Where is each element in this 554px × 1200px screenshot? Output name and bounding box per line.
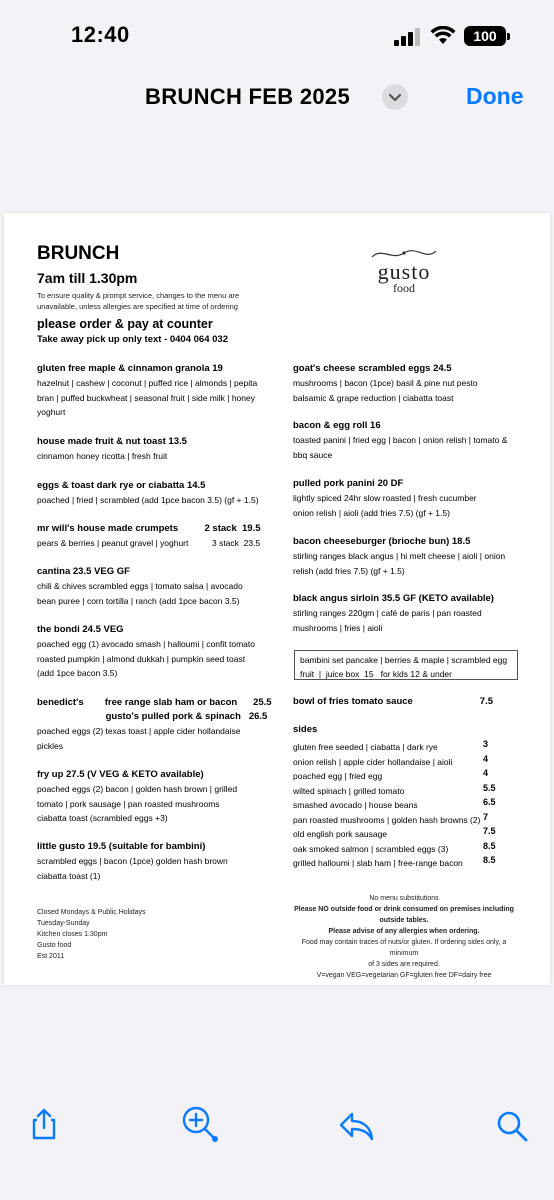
item-line: gusto's pulled pork & spinach 26.5 <box>37 711 268 722</box>
item-title: eggs & toast dark rye or ciabatta 14.5 <box>37 480 206 491</box>
item-line: balsamic & grape reduction | ciabatta toast <box>293 392 454 403</box>
menu-item <box>293 362 518 405</box>
side-row <box>293 839 518 854</box>
item-line: hazelnut | cashew | coconut | puffed rice | almonds | pepita <box>37 378 258 388</box>
side-name: pan roasted mushrooms | golden hash browns (2) <box>293 814 481 825</box>
item-title: the bondi 24.5 VEG <box>37 624 124 635</box>
sides-rows <box>293 737 518 868</box>
footer-line: Tuesday-Sunday <box>37 920 90 927</box>
footer-line: Est 2011 <box>37 953 65 960</box>
item-line: scrambled eggs | bacon (1pce) golden hash brown <box>37 856 228 866</box>
document-title[interactable]: BRUNCH FEB 2025 <box>145 84 350 109</box>
menu-item <box>37 623 267 681</box>
side-name: old english pork sausage <box>293 829 388 839</box>
item-title: fry up 27.5 (V VEG & KETO available) <box>37 769 204 780</box>
sides-list <box>293 723 518 868</box>
logo-subtext: food <box>393 281 415 295</box>
side-price: 6.5 <box>483 797 496 807</box>
item-line: roasted pumpkin | almond dukkah | pumpkin seed toast <box>37 653 246 664</box>
bambini-line: fruit | juice box 15 for kids 12 & under <box>300 669 452 679</box>
item-line: lightly spiced 24hr slow roasted | fresh cucumber <box>293 493 477 503</box>
item-line: toasted panini | fried egg | bacon | onion relish | tomato & <box>293 435 508 445</box>
notice-line: To ensure quality & prompt service, changes to the menu are <box>37 291 240 300</box>
item-title: bacon & egg roll 16 <box>293 420 381 431</box>
item-line: bean puree | corn tortilla | ranch (add 1pce bacon 3.5) <box>37 595 240 606</box>
logo-text: gusto <box>377 259 431 284</box>
menu-item <box>37 362 267 420</box>
side-row <box>293 781 518 796</box>
logo-flourish-icon <box>368 247 440 261</box>
side-row <box>293 824 518 839</box>
item-line: ciabatta toast (1) <box>37 870 101 881</box>
item-line: bran | puffed buckwheat | seasonal fruit | side milk | honey <box>37 392 255 403</box>
item-line: yoghurt <box>37 407 66 417</box>
done-button[interactable]: Done <box>466 83 524 109</box>
takeaway-note: Take away pick up only text - 0404 064 032 <box>37 334 228 345</box>
item-title: gluten free maple & cinnamon granola 19 <box>37 363 223 374</box>
item-price: 7.5 <box>479 696 493 707</box>
item-line: stirling ranges 220gm | café de paris | pan roasted <box>293 608 482 618</box>
side-name: gluten free seeded | ciabatta | dark rye <box>293 742 438 752</box>
side-name: smashed avocado | house beans <box>293 800 418 810</box>
share-icon[interactable] <box>26 1106 62 1142</box>
menu-item <box>37 840 267 883</box>
item-title: benedict's free range slab ham or bacon 25.5 <box>37 697 272 708</box>
side-price: 4 <box>483 768 489 778</box>
note-line: Please NO outside food or drink consumed on premises including <box>294 906 514 913</box>
fries-item <box>293 695 518 709</box>
status-time: 12:40 <box>71 22 130 47</box>
markup-icon[interactable] <box>180 1104 220 1144</box>
side-name: grilled halloumi | slab ham | free-range bacon <box>293 858 463 868</box>
item-title: cantina 23.5 VEG GF <box>37 566 130 577</box>
menu-notice <box>37 290 239 312</box>
menu-heading: BRUNCH <box>37 243 120 264</box>
footer-line: Kitchen closes 1.30pm <box>37 931 108 938</box>
item-line: pears & berries | peanut gravel | yoghurt 3 stack 23.5 <box>37 538 261 548</box>
bambini-line: bambini set pancake | berries & maple | scrambled egg <box>300 655 508 665</box>
side-price: 8.5 <box>483 840 496 851</box>
side-row <box>293 853 518 868</box>
menu-item <box>293 419 518 462</box>
menu-item <box>37 696 272 753</box>
side-name: wilted spinach | grilled tomato <box>293 785 405 796</box>
side-row <box>293 737 518 752</box>
side-price: 7 <box>483 811 489 822</box>
note-line: of 3 sides are required. <box>368 961 440 968</box>
side-price: 3 <box>483 739 489 749</box>
side-price: 8.5 <box>483 855 496 865</box>
item-line: ciabatta toast (scrambled eggs +3) <box>37 813 168 823</box>
sides-title: sides <box>293 724 318 735</box>
item-line: poached eggs (2) bacon | golden hash brown | grilled <box>37 784 238 794</box>
side-name: poached egg | fried egg <box>293 771 383 781</box>
item-line: relish (add fries 7.5) (gf + 1.5) <box>293 565 405 576</box>
menu-item <box>293 592 518 635</box>
side-name: onion relish | apple cider hollandaise | aioli <box>293 756 453 767</box>
item-title: bowl of fries tomato sauce <box>293 696 413 707</box>
footer-line: Gusto food <box>37 942 72 949</box>
side-name: oak smoked salmon | scrambled eggs (3) <box>293 843 449 854</box>
menu-item <box>37 435 267 464</box>
title-bar <box>0 80 554 116</box>
wifi-icon <box>430 26 456 46</box>
menu-item <box>37 522 267 551</box>
search-icon[interactable] <box>495 1109 531 1145</box>
item-title: pulled pork panini 20 DF <box>293 478 404 489</box>
gusto-logo <box>364 247 444 307</box>
opening-hours-footer <box>37 907 146 962</box>
menu-notes <box>289 893 519 981</box>
side-row <box>293 810 518 825</box>
order-note: please order & pay at counter <box>37 317 213 331</box>
battery-indicator: 100 <box>464 26 506 46</box>
menu-hours: 7am till 1.30pm <box>37 270 138 286</box>
side-price: 4 <box>483 753 489 764</box>
item-line: poached egg (1) avocado smash | halloumi | confit tomato <box>37 639 255 649</box>
item-line: mushrooms | bacon (1pce) basil & pine nut pesto <box>293 378 478 388</box>
menu-item <box>293 477 518 520</box>
menu-item <box>37 768 267 826</box>
side-row <box>293 795 518 810</box>
reply-icon[interactable] <box>338 1108 374 1144</box>
item-line: tomato | pork sausage | pan roasted mushrooms <box>37 798 220 809</box>
item-line: chili & chives scrambled eggs | tomato salsa | avocado <box>37 581 243 591</box>
note-line: Please advise of any allergies when ordering. <box>328 928 480 935</box>
side-price: 7.5 <box>483 826 496 836</box>
item-title: black angus sirloin 35.5 GF (KETO available) <box>293 593 494 604</box>
menu-item <box>293 535 518 578</box>
item-line: (add 1pce bacon 3.5) <box>37 668 118 678</box>
item-line: cinnamon honey ricotta | fresh fruit <box>37 451 168 461</box>
menu-item <box>37 479 267 508</box>
note-line: Food may contain traces of nuts/or gluten. If ordering sides only, a minimum <box>301 939 507 957</box>
item-line: onion relish | aioli (add fries 7.5) (gf + 1.5) <box>293 507 450 518</box>
item-line: poached eggs (2) texas toast | apple cider hollandaise <box>37 726 241 736</box>
item-line: stirling ranges black angus | hi melt cheese | aioli | onion <box>293 551 506 561</box>
item-title: house made fruit & nut toast 13.5 <box>37 436 187 447</box>
bambini-set-box <box>294 650 518 680</box>
note-line: outside tables. <box>379 917 429 924</box>
item-line: mushrooms | fries | aioli <box>293 622 383 633</box>
bottom-toolbar <box>0 1095 554 1165</box>
footer-line: Closed Mondays & Public Holidays <box>37 909 146 916</box>
cellular-signal-icon <box>394 28 422 46</box>
notice-line: unavailable, unless allergies are specified at time of ordering <box>37 302 238 311</box>
side-row <box>293 766 518 781</box>
menu-document <box>4 213 550 985</box>
item-line: pickles <box>37 740 63 751</box>
status-bar <box>0 0 554 70</box>
note-line: No menu substitutions <box>369 895 439 902</box>
chevron-down-icon[interactable] <box>382 84 408 110</box>
side-price: 5.5 <box>483 782 496 793</box>
item-title: mr will's house made crumpets 2 stack 19.5 <box>37 523 261 534</box>
menu-item <box>37 565 267 608</box>
item-line: bbq sauce <box>293 449 333 460</box>
note-line: V=vegan VEG=vegetarian GF=gluten free DF=dairy free <box>316 972 492 979</box>
item-title: goat's cheese scrambled eggs 24.5 <box>293 363 452 374</box>
item-title: bacon cheeseburger (brioche bun) 18.5 <box>293 536 471 547</box>
item-line: poached | fried | scrambled (add 1pce bacon 3.5) (gf + 1.5) <box>37 495 259 505</box>
item-title: little gusto 19.5 (suitable for bambini) <box>37 841 206 852</box>
side-row <box>293 752 518 767</box>
